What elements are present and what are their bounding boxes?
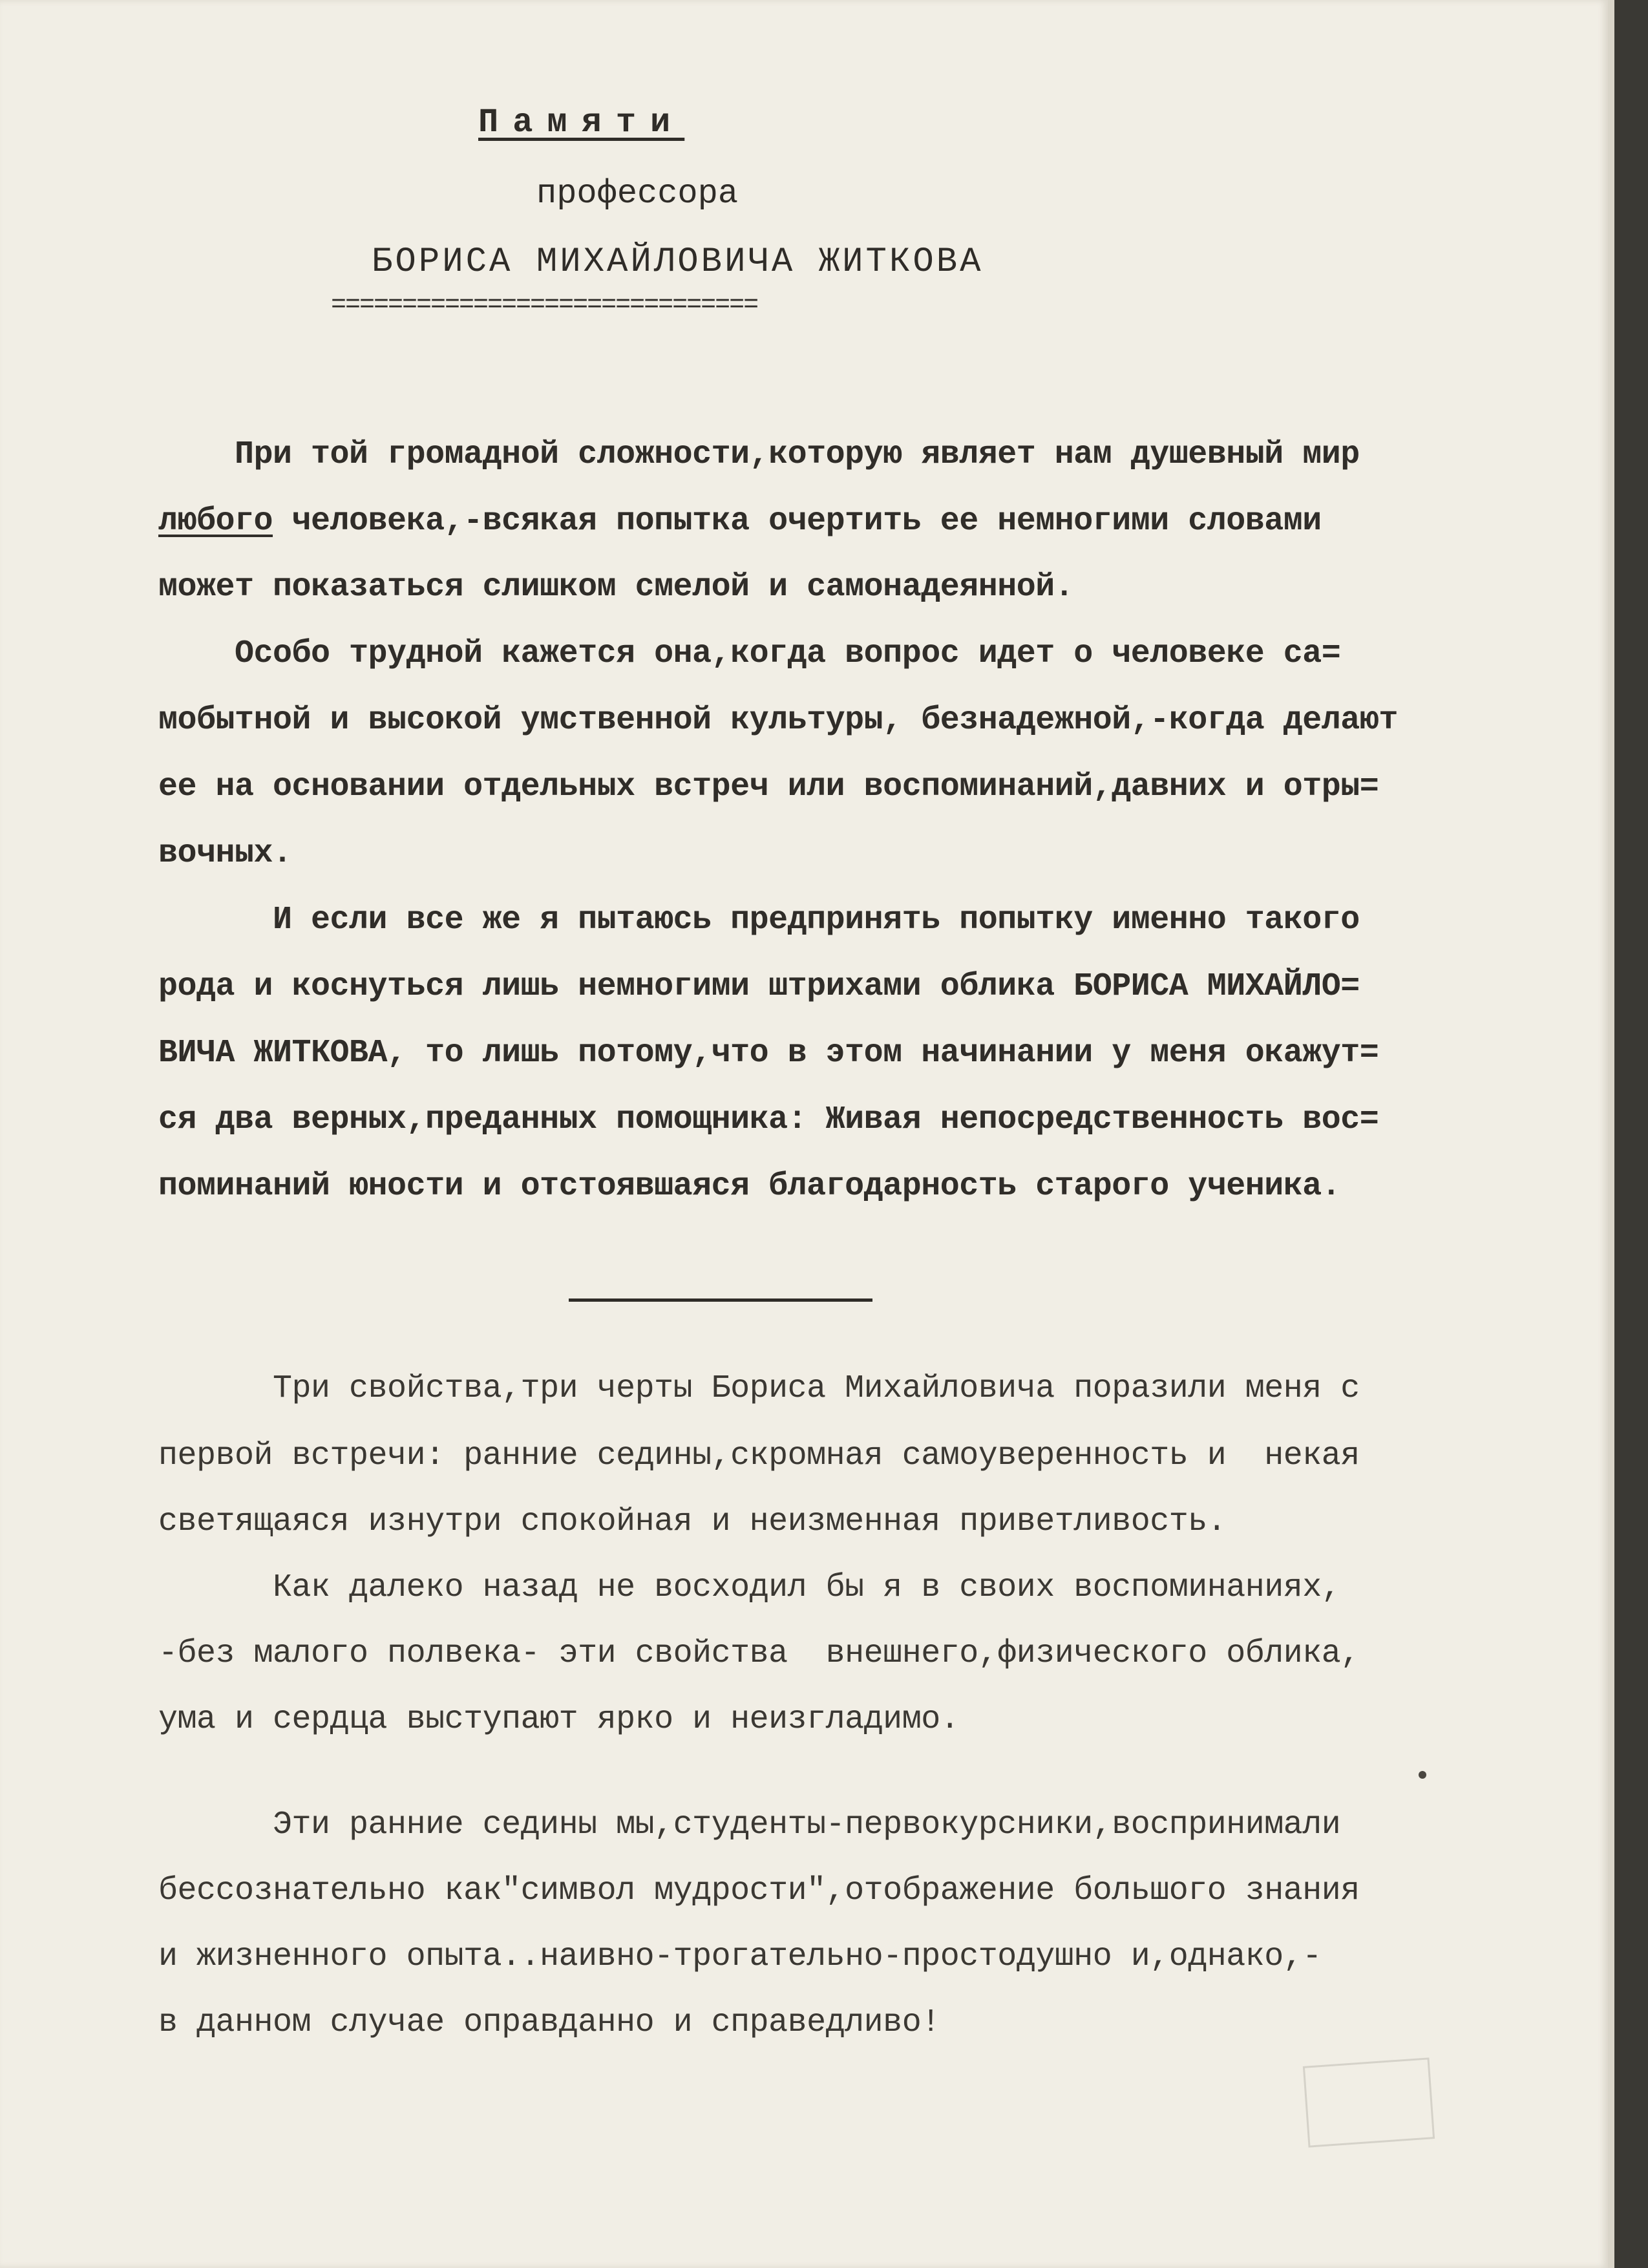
name-double-rule: ============================== bbox=[331, 291, 758, 320]
text-line: вочных. bbox=[158, 835, 292, 872]
text-line: и жизненного опыта..наивно-трогательно-простодушно и,однако,- bbox=[158, 1938, 1322, 1975]
text-line: бессознательно как"символ мудрости",отображение большого знания bbox=[158, 1872, 1360, 1909]
text-line: Эти ранние седины мы,студенты-первокурсники,воспринимали bbox=[158, 1807, 1341, 1843]
text-line: При той громадной сложности,которую являет нам душевный мир bbox=[158, 436, 1360, 473]
text-line: может показаться слишком смелой и самонадеянной. bbox=[158, 569, 1074, 606]
text-line: ума и сердца выступают ярко и неизгладимо. bbox=[158, 1701, 960, 1738]
text-line: мобытной и высокой умственной культуры, безнадежной,-когда делают bbox=[158, 702, 1398, 739]
document-name-heading: БОРИСА МИХАЙЛОВИЧА ЖИТКОВА bbox=[372, 242, 984, 282]
text-line: -без малого полвека- эти свойства внешнего,физического облика, bbox=[158, 1635, 1360, 1672]
faint-stamp-mark bbox=[1303, 2057, 1435, 2147]
ink-speck bbox=[1419, 1771, 1426, 1779]
text-line: светящаяся изнутри спокойная и неизменная приветливость. bbox=[158, 1503, 1227, 1540]
text-line: ВИЧА ЖИТКОВА, то лишь потому,что в этом начинании у меня окажут= bbox=[158, 1035, 1379, 1072]
document-subtitle: профессора bbox=[536, 175, 739, 213]
scan-edge bbox=[1608, 0, 1648, 2268]
underlined-word: любого bbox=[158, 503, 273, 540]
document-title: Памяти bbox=[478, 103, 685, 142]
text-line-rest: человека,-всякая попытка очертить ее немногими словами bbox=[273, 503, 1322, 540]
text-line: первой встречи: ранние седины,скромная самоуверенность и некая bbox=[158, 1437, 1360, 1474]
text-line: Как далеко назад не восходил бы я в своих воспоминаниях, bbox=[158, 1569, 1341, 1606]
section-separator bbox=[569, 1298, 872, 1302]
text-line: Три свойства,три черты Бориса Михайловича поразили меня с bbox=[158, 1370, 1360, 1407]
scan-edge-strip bbox=[1608, 0, 1614, 2268]
text-line: ее на основании отдельных встреч или воспоминаний,давних и отры= bbox=[158, 768, 1379, 805]
text-line: Особо трудной кажется она,когда вопрос идет о человеке са= bbox=[158, 635, 1341, 672]
text-line bbox=[158, 503, 1322, 540]
text-line: в данном случае оправданно и справедливо! bbox=[158, 2004, 940, 2041]
text-line: И если все же я пытаюсь предпринять попытку именно такого bbox=[158, 902, 1360, 938]
text-line: поминаний юности и отстоявшаяся благодарность старого ученика. bbox=[158, 1168, 1341, 1205]
text-line: ся два верных,преданных помощника: Живая непосредственность вос= bbox=[158, 1101, 1379, 1138]
text-line: рода и коснуться лишь немногими штрихами облика БОРИСА МИХАЙЛО= bbox=[158, 968, 1360, 1005]
